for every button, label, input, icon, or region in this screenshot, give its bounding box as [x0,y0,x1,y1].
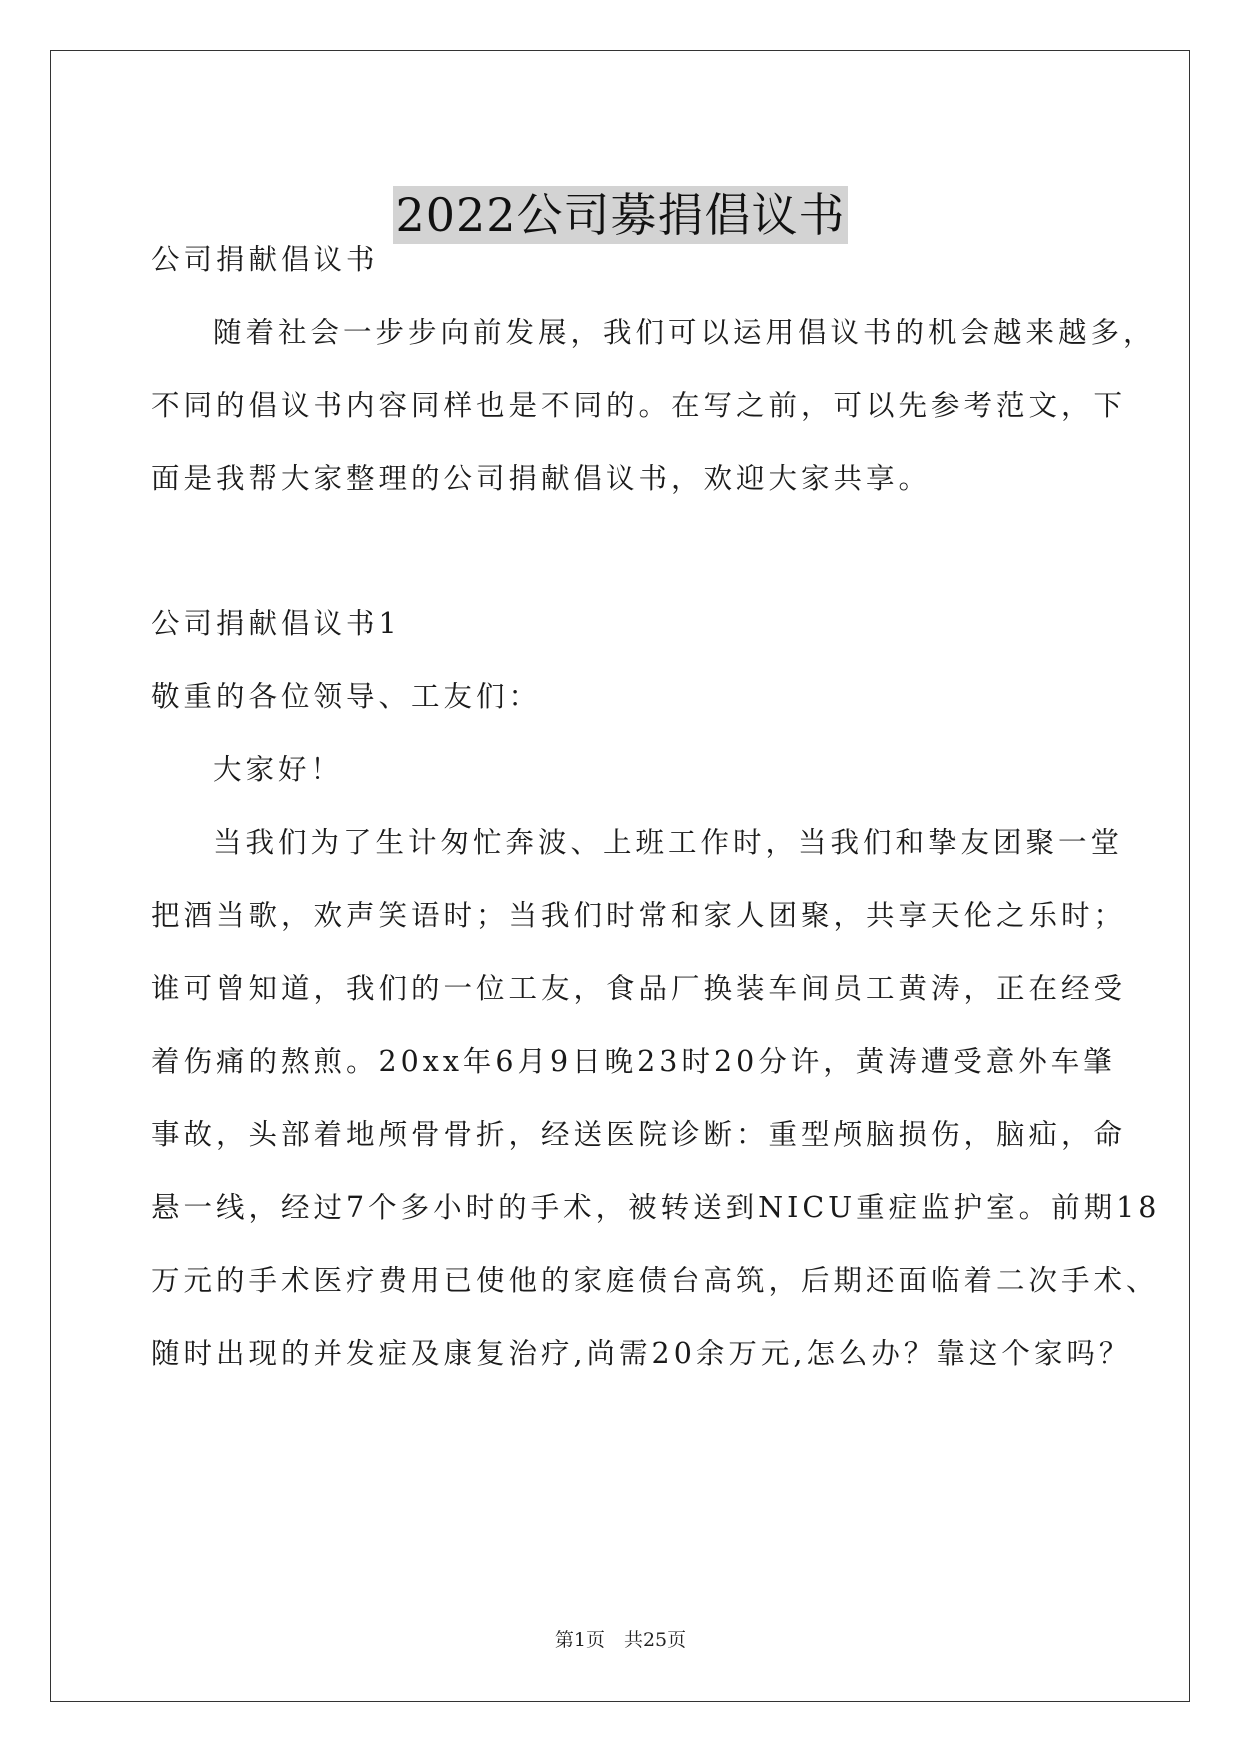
paragraph-line: 事故，头部着地颅骨骨折，经送医院诊断：重型颅脑损伤，脑疝，命 [151,1118,1127,1151]
paragraph-line: 不同的倡议书内容同样也是不同的。在写之前，可以先参考范文，下 [151,389,1127,422]
paragraph-line: 把酒当歌，欢声笑语时；当我们时常和家人团聚，共享天伦之乐时； [151,899,1127,932]
paragraph-line: 谁可曾知道，我们的一位工友，食品厂换装车间员工黄涛，正在经受 [151,972,1127,1005]
section-heading: 公司捐献倡议书 [151,243,379,276]
salutation: 敬重的各位领导、工友们： [151,680,542,713]
section-heading: 公司捐献倡议书1 [151,607,401,640]
paragraph-line: 面是我帮大家整理的公司捐献倡议书，欢迎大家共享。 [151,462,932,495]
paragraph-line: 随时出现的并发症及康复治疗,尚需20余万元,怎么办？靠这个家吗？ [151,1337,1132,1370]
paragraph-line: 着伤痛的熬煎。20xx年6月9日晚23时20分许，黄涛遭受意外车肇 [151,1045,1116,1078]
paragraph-line: 悬一线，经过7个多小时的手术，被转送到NICU重症监护室。前期18 [151,1191,1161,1224]
page-border [50,50,1190,1702]
paragraph-line: 随着社会一步步向前发展，我们可以运用倡议书的机会越来越多， [213,316,1156,349]
greeting: 大家好！ [213,753,344,786]
page-number-footer: 第1页 共25页 [554,1629,687,1651]
document-title: 2022公司募捐倡议书 [395,187,846,242]
paragraph-line: 当我们为了生计匆忙奔波、上班工作时，当我们和挚友团聚一堂 [213,826,1124,859]
paragraph-line: 万元的手术医疗费用已使他的家庭债台高筑，后期还面临着二次手术、 [151,1264,1159,1297]
